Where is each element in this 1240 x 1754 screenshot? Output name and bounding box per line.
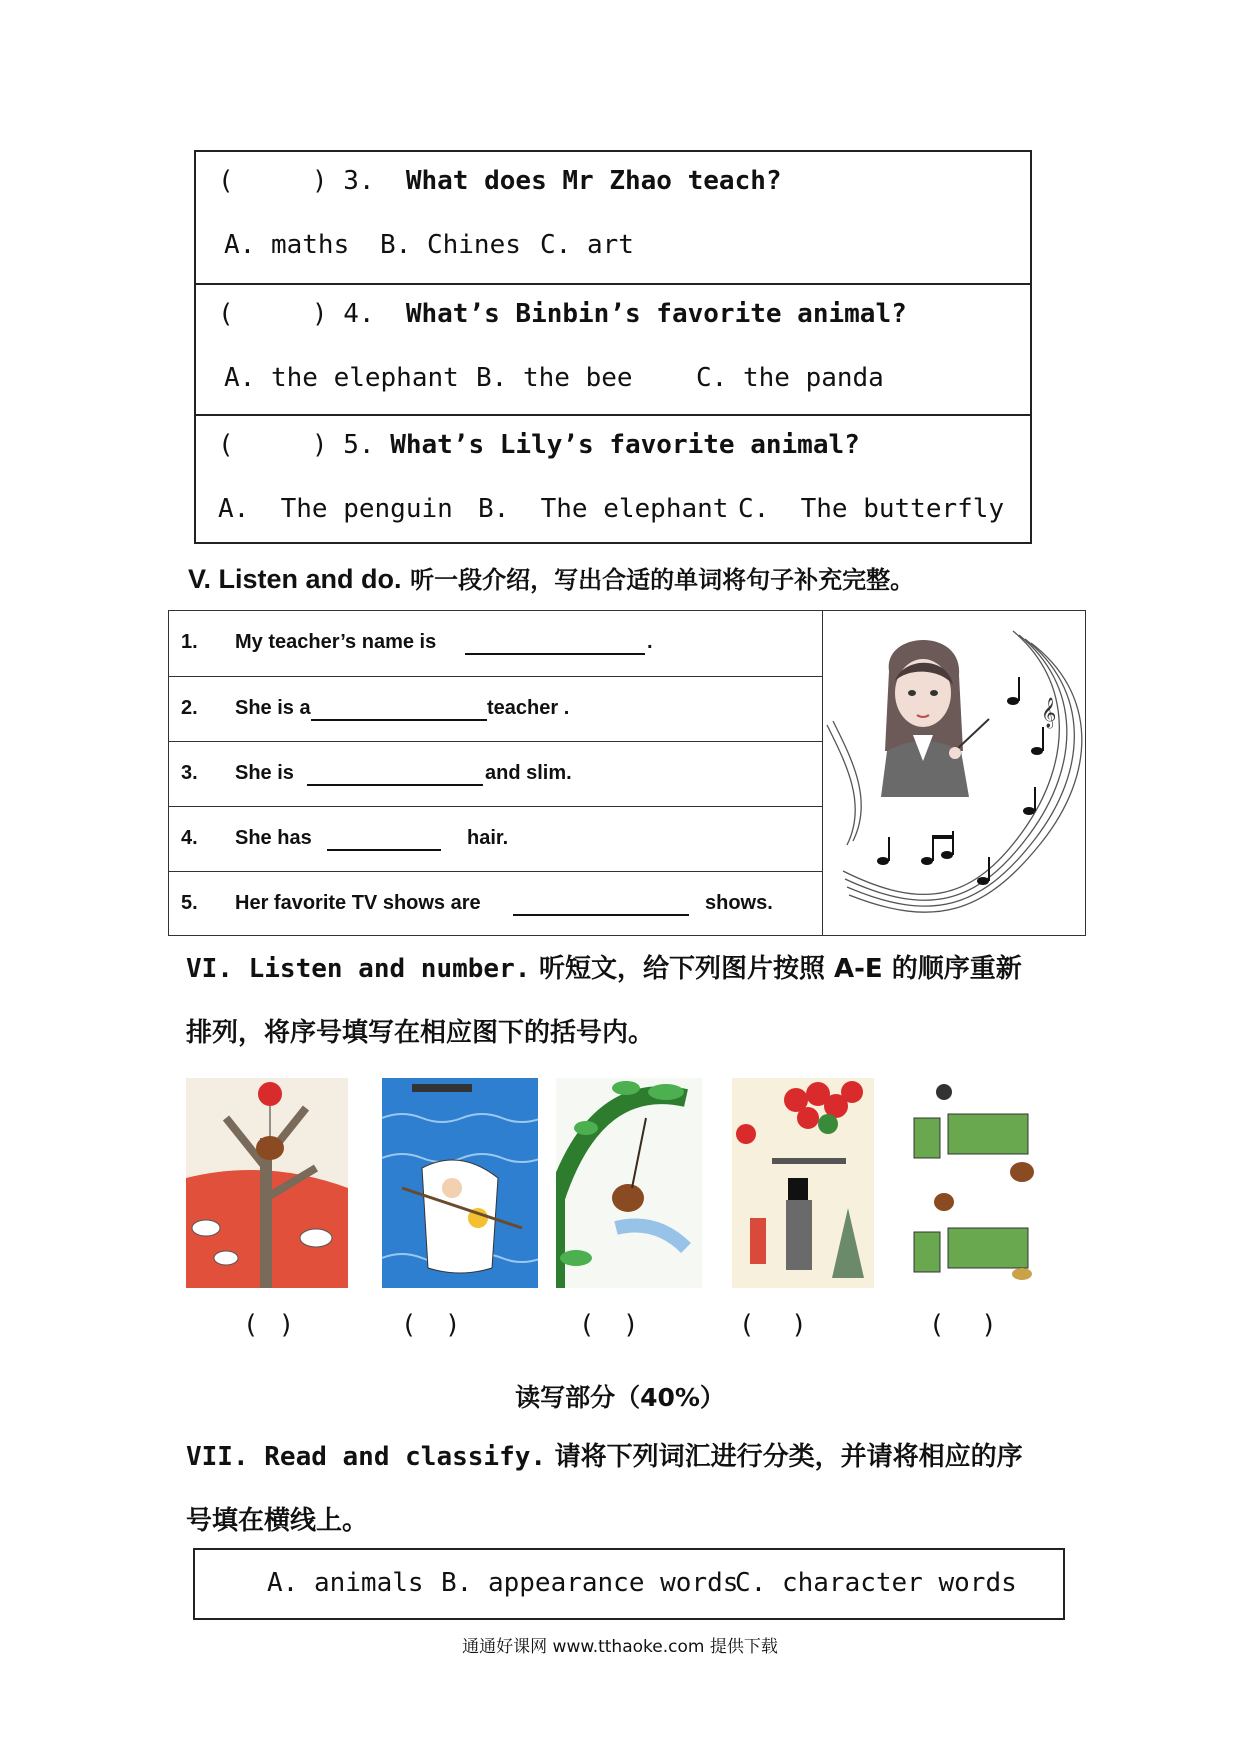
music-teacher-picture bbox=[823, 611, 1085, 935]
sentence-start: She is a bbox=[235, 697, 311, 719]
answer-blank[interactable] bbox=[465, 653, 645, 655]
office-illustration bbox=[904, 1078, 1046, 1288]
answer-blank[interactable] bbox=[311, 719, 487, 721]
answer-paren-4[interactable]: ( ) bbox=[742, 1310, 804, 1340]
answer-paren-1[interactable]: ( ) bbox=[246, 1310, 292, 1340]
reading-writing-title: 读写部分（40%） bbox=[515, 1383, 725, 1412]
option-a[interactable]: A. the elephant bbox=[224, 363, 459, 393]
picture-boat-on-sea bbox=[382, 1078, 538, 1288]
sentence-row-5 bbox=[169, 871, 822, 936]
section-7-heading-line-2 bbox=[186, 1500, 368, 1537]
page-footer: 通通好课网 www.tthaoke.com 提供下载 bbox=[462, 1637, 778, 1657]
section-5-title-en: V. Listen and do. bbox=[188, 564, 402, 594]
option-c[interactable]: C. the panda bbox=[696, 363, 884, 393]
section-6-title-zh: 听短文，给下列图片按照 A-E 的顺序重新 bbox=[538, 954, 1022, 984]
sentence-start: My teacher’s name is bbox=[235, 631, 437, 653]
row-number: 4. bbox=[181, 827, 198, 849]
section-6-heading-line-1 bbox=[186, 948, 1022, 985]
sentence-end: . bbox=[647, 631, 653, 653]
section-7-title-zh: 请将下列词汇进行分类，并请将相应的序 bbox=[554, 1442, 1023, 1472]
answer-paren-2[interactable]: ( ) bbox=[404, 1310, 458, 1340]
sentence-end: shows. bbox=[705, 892, 773, 914]
sentence-row-2 bbox=[169, 676, 822, 741]
row-number: 1. bbox=[181, 631, 198, 653]
question-5-text bbox=[218, 430, 860, 460]
question-5 bbox=[196, 414, 1030, 545]
answer-paren-5[interactable]: ( ) bbox=[932, 1310, 994, 1340]
balloon-illustration bbox=[732, 1078, 874, 1288]
picture-monkey-swinging bbox=[556, 1078, 702, 1288]
section-5-heading bbox=[188, 560, 914, 595]
answer-paren[interactable]: ( ) 5. bbox=[218, 430, 391, 460]
section-7-title-en: VII. Read and classify. bbox=[186, 1442, 547, 1472]
answer-blank[interactable] bbox=[327, 849, 441, 851]
option-c[interactable]: C. art bbox=[540, 230, 634, 260]
section-7-heading-line-1 bbox=[186, 1436, 1023, 1473]
sentence-row-4 bbox=[169, 806, 822, 871]
section-6-title-en: VI. Listen and number. bbox=[186, 954, 531, 984]
answer-blank[interactable] bbox=[513, 914, 689, 916]
answer-paren-3[interactable]: ( ) bbox=[582, 1310, 636, 1340]
option-a[interactable]: A. maths bbox=[224, 230, 350, 260]
picture-balloon-man bbox=[732, 1078, 874, 1288]
sentence-end: hair. bbox=[467, 827, 509, 849]
row-number: 3. bbox=[181, 762, 198, 784]
sentence-row-3 bbox=[169, 741, 822, 806]
question-3-text bbox=[218, 166, 782, 196]
section-6-heading-line-2 bbox=[186, 1012, 654, 1049]
svg-text:𝄞: 𝄞 bbox=[1041, 698, 1057, 728]
picture-monkey-office bbox=[904, 1078, 1046, 1288]
section-5-title-zh: 听一段介绍，写出合适的单词将句子补充完整。 bbox=[410, 566, 915, 594]
sentence-end: teacher . bbox=[487, 697, 570, 719]
swing-illustration bbox=[556, 1078, 702, 1288]
section-7-title-zh-2: 号填在横线上。 bbox=[186, 1506, 369, 1536]
sentence-column bbox=[169, 611, 823, 935]
sentence-start: She has bbox=[235, 827, 312, 849]
row-number: 5. bbox=[181, 892, 198, 914]
question-4-prompt: What’s Binbin’s favorite animal? bbox=[405, 299, 907, 329]
music-teacher-illustration bbox=[823, 611, 1085, 933]
option-b[interactable]: B. the bee bbox=[476, 363, 633, 393]
question-5-prompt: What’s Lily’s favorite animal? bbox=[390, 430, 860, 460]
option-c[interactable]: C. The butterfly bbox=[738, 494, 1005, 524]
sentence-start: She is bbox=[235, 762, 294, 784]
picture-monkey-in-tree bbox=[186, 1078, 348, 1288]
option-b[interactable]: B. The elephant bbox=[478, 494, 729, 524]
answer-blank[interactable] bbox=[307, 784, 483, 786]
section-6-title-zh-2: 排列，将序号填写在相应图下的括号内。 bbox=[186, 1018, 655, 1048]
listening-questions-box bbox=[194, 150, 1032, 544]
question-4 bbox=[196, 283, 1030, 414]
answer-paren[interactable]: ( ) 3. bbox=[218, 166, 406, 196]
sentence-start: Her favorite TV shows are bbox=[235, 892, 481, 914]
listen-and-do-table bbox=[168, 610, 1086, 936]
monkey-tree-illustration bbox=[186, 1078, 348, 1288]
row-number: 2. bbox=[181, 697, 198, 719]
option-b[interactable]: B. Chines bbox=[380, 230, 521, 260]
question-3 bbox=[196, 152, 1030, 283]
answer-paren[interactable]: ( ) 4. bbox=[218, 299, 406, 329]
classify-categories-box bbox=[193, 1548, 1065, 1620]
question-4-text bbox=[218, 299, 907, 329]
sentence-row-1 bbox=[169, 611, 822, 676]
sentence-end: and slim. bbox=[485, 762, 572, 784]
question-3-prompt: What does Mr Zhao teach? bbox=[405, 166, 782, 196]
option-a[interactable]: A. The penguin bbox=[218, 494, 453, 524]
boat-illustration bbox=[382, 1078, 538, 1288]
category-appearance: B. appearance words bbox=[441, 1568, 739, 1598]
category-animals: A. animals bbox=[267, 1568, 424, 1598]
category-character: C. character words bbox=[735, 1568, 1017, 1598]
